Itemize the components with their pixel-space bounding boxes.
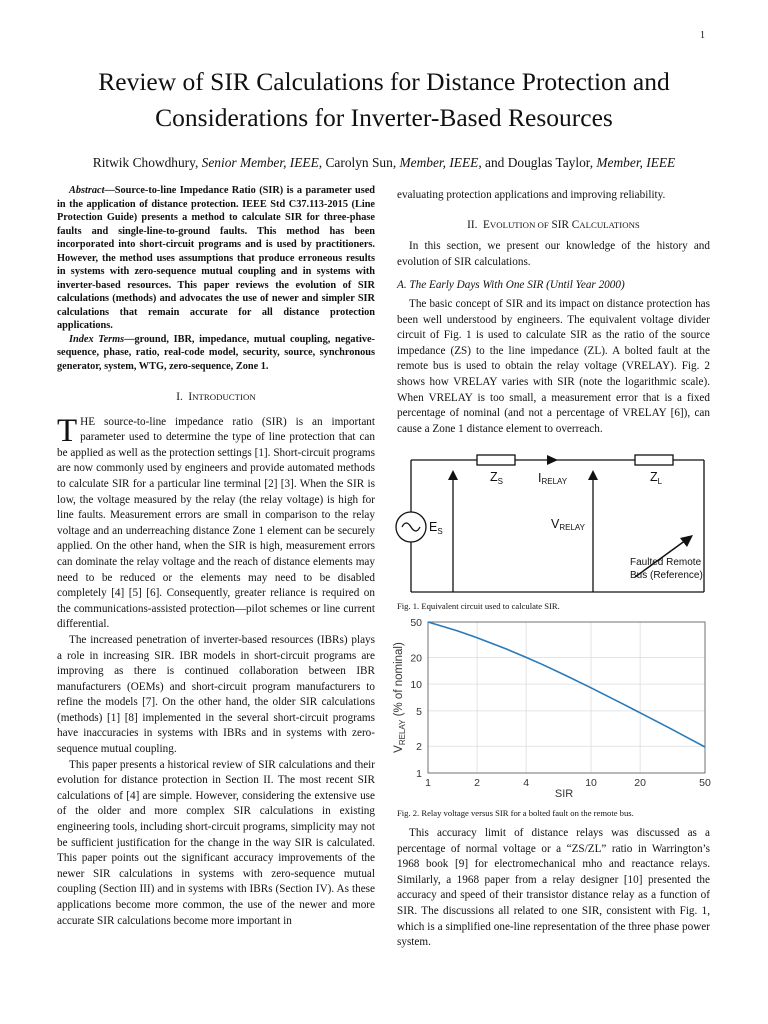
fig1-caption: Fig. 1. Equivalent circuit used to calculate SIR. [397, 601, 560, 611]
right-column-top [397, 188, 710, 437]
author-role: Member, IEEE [399, 155, 479, 170]
remote-bus-label: Faulted Remote [630, 557, 702, 568]
paper-title: Review of SIR Calculations for Distance Protection and Considerations for Inverter-Based Resources [98, 67, 670, 132]
y-axis-label: $V_{RELAY}$ (% of nominal) [393, 642, 407, 753]
plot-frame [428, 622, 705, 773]
author-role: Member, IEEE [596, 155, 676, 170]
x-tick-label: 2 [474, 777, 481, 789]
es-label: $E_S$ [429, 520, 443, 536]
x-tick-label: 1 [425, 777, 431, 789]
left-column [57, 184, 375, 929]
fig1-circuit [390, 452, 715, 597]
body-paragraph: In this section, we present our knowledge of the history and evolution of SIR calculations. [397, 240, 710, 268]
author-name: Carolyn Sun [325, 155, 393, 170]
author-name: Douglas Taylor [507, 155, 590, 170]
vrelay-label: VRELAY [551, 517, 585, 532]
index-terms-label: Index Terms [69, 333, 125, 345]
zl-label: $Z_L$ [650, 470, 663, 486]
author-role: Senior Member, IEEE [201, 155, 319, 170]
arrow-icon [680, 535, 693, 547]
zs-label: $Z_S$ [490, 470, 503, 486]
index-terms [57, 333, 375, 374]
y-tick-label: 10 [410, 679, 422, 692]
x-axis-label: SIR [554, 788, 574, 800]
drop-cap: T [57, 412, 78, 449]
body-paragraph: The basic concept of SIR and its impact on distance protection has been well understood by engineers. The equivalent voltage divider circuit of Fig. 1 is used to calculate SIR as the ratio of the source impedance (ZS) to the line impedance (ZL). A bolted fault at the remote bus is used to obtain the relay voltage (VRELAY). Fig. 2 shows how VRELAY varies with SIR (note the logarithmic scale). When VRELAY is too small, a measurement error that is a fixed percentage of nominal (and not a percentage of VRELAY [6]), can cause a Zone 1 distance element to overreach. [397, 297, 710, 435]
index-terms-text: —ground, IBR, impedance, mutual coupling, negative-sequence, phase, ratio, real-code model, security, source, synchronous generator, system, WTG, zero-sequence, Zone 1. [57, 333, 375, 372]
abstract [57, 184, 375, 333]
intro-paragraph: THE source-to-line impedance ratio (SIR) is an important parameter used to determine the type of line protection that can be applied as well as the protection settings [1]. Short-circuit programs are now commonly used by engineers and provide automated methods to calculate SIR for a particular line terminal [2] [3]. When the SIR is low, the voltage measured by the relay (the relay voltage) is high for line faults. Measurement errors are small in comparison to the relay voltage and an underreaching distance Zone 1 element can be securely applied. On the other hand, when the SIR is high, measurement errors can dominate the relay voltage and the reach of distance elements may need to be reduced or the elements may need to be disabled completely [4] [5] [6]. Consequently, greater reliance is required on the communications-assisted protection—pilot schemes or line current differential. [57, 412, 375, 631]
body-paragraph-continued: evaluating protection applications and improving reliability. [397, 189, 666, 201]
abstract-text: —Source-to-line Impedance Ratio (SIR) is a parameter used in the application of distance protection. IEEE Std C37.113-2015 (Line Protection Guide) presents a method to calculate SIR for three-phase faults and single-line-to-ground faults. This method has been incorporated into short-circuit programs and is used by practitioners. However, the method uses assumptions that produce erroneous results in systems with zero-sequence mutual coupling and in systems with inverter-based resources. This paper reviews the evolution of SIR calculations (methods) and advocates the use of newer and simpler SIR calculations that remain accurate for all distance protection applications. [57, 185, 375, 331]
x-tick-label: 10 [585, 777, 597, 789]
zs-impedance [477, 455, 515, 465]
subsection-heading: A. The Early Days With One SIR (Until Year 2000) [397, 279, 625, 292]
remote-bus-label: Bus (Reference) [630, 570, 703, 581]
arrow-icon [448, 470, 458, 480]
x-tick-label: 20 [634, 777, 646, 789]
author-name: Ritwik Chowdhury [92, 155, 195, 170]
body-paragraph: The increased penetration of inverter-based resources (IBRs) plays a role in increasing SIR. IBR models in short-circuit programs are improving as there is continued collaboration between IBR manufacturers (OEMs) and short-circuit program manufacturers to refine the models [7]. On the other hand, the older SIR calculations (methods) [1] [8] implemented in the several short-circuit programs have inaccuracies in systems with IBRs and in systems with zero-sequence mutual coupling. [57, 633, 375, 756]
section-heading-introduction: I. INTRODUCTION [176, 391, 256, 403]
fig2-caption: Fig. 2. Relay voltage versus SIR for a bolted fault on the remote bus. [397, 808, 634, 818]
body-paragraph: This paper presents a historical review of SIR calculations and their evolution for distance protection in Section II. The most recent SIR calculations of [4] are simple. However, considering the extensive use of the older and more complex SIR calculations in existing engineering tools, including short-circuit programs, simplicity may not be sufficient justification for the change in the way SIR is calculated. This paper points out the significant accuracy improvements of the newer SIR calculations in systems with zero-sequence mutual coupling (Section III) and in systems with IBRs (Section IV). As these applications become more common, the use of the newer and more accurate SIR calculations become more important in [57, 758, 375, 927]
section-heading-evolution: II. EVOLUTION OF SIR CALCULATIONS [467, 218, 640, 231]
author-line: Ritwik Chowdhury, Senior Member, IEEE, Carolyn Sun, Member, IEEE, and Douglas Taylor, Member, IEEE [92, 155, 676, 170]
zl-impedance [635, 455, 673, 465]
y-tick-label: 20 [410, 652, 422, 665]
x-tick-label: 50 [699, 777, 711, 789]
y-tick-label: 1 [416, 768, 422, 780]
right-column-bottom [397, 826, 710, 951]
y-tick-label: 5 [416, 705, 422, 718]
x-tick-label: 4 [523, 777, 530, 789]
body-paragraph: This accuracy limit of distance relays was discussed as a percentage of normal voltage or a “ZS/ZL” ratio in Warrington’s 1968 book [9] for electromechanical mho and reactance relays. Similarly, a 1968 paper from a relay designer [10] presented the accuracy and speed of their transistor distance relay as a function of SIR. The discussions all related to one SIR, consistent with Fig. 1, which is a simplified one-line representation of the three phase power system. [397, 827, 710, 949]
abstract-label: Abstract [69, 185, 105, 196]
y-tick-label: 2 [416, 741, 422, 754]
current-arrow-icon [547, 455, 558, 465]
y-tick-label: 50 [410, 617, 422, 629]
page-number: 1 [700, 30, 705, 41]
irelay-label: IRELAY [538, 471, 568, 486]
arrow-icon [588, 470, 598, 480]
fig2-chart [385, 612, 720, 800]
